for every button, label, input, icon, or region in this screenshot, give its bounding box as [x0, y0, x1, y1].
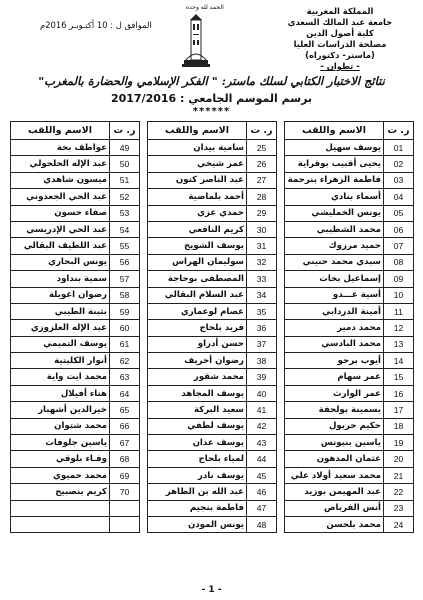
student-name: صفاء حسون [11, 205, 110, 221]
document-title: نتائج الاختبار الكتابي لسلك ماستر: " الفكر الإسلامي والحضارة بالمغرب" [38, 74, 385, 88]
student-name: يوسف لطفي [148, 418, 247, 434]
table-header-row [148, 122, 277, 140]
table-row [11, 238, 140, 254]
student-name: سيدي محمد حنيني [285, 254, 384, 270]
student-name: سوليمان الهراس [148, 254, 247, 270]
student-name: محمد الشطيبي [285, 221, 384, 237]
program-line: (ماستر- دكتوراه) [305, 50, 375, 60]
row-number: 08 [384, 254, 414, 270]
table-row [285, 451, 414, 467]
student-name: حميد مرزوك [285, 238, 384, 254]
table-row [148, 467, 277, 483]
row-number: 05 [384, 205, 414, 221]
table-row [285, 140, 414, 156]
student-name: أمينة الدردابي [285, 303, 384, 319]
table-row [285, 303, 414, 319]
service-line: مصلحة الدراسات العليا [293, 39, 387, 49]
student-name: يحيى أقبيب بوقراية [285, 156, 384, 172]
table-row [11, 140, 140, 156]
row-number: 32 [247, 254, 277, 270]
student-name: كريم بنصبيح [11, 484, 110, 500]
row-number: 13 [384, 336, 414, 352]
student-name: سامية بيدان [148, 140, 247, 156]
student-name: عبد الحي الجعدوني [11, 189, 110, 205]
table-row [285, 385, 414, 401]
column-header-number: ر. ت [110, 122, 140, 140]
student-name: إسماعيل بخات [285, 271, 384, 287]
student-name: عثمان المدهون [285, 451, 384, 467]
kingdom-line: المملكة المغربية [306, 6, 374, 16]
row-number: 52 [110, 189, 140, 205]
student-name: حمدي عزي [148, 205, 247, 221]
row-number: 65 [110, 402, 140, 418]
table-header-row [11, 122, 140, 140]
row-number: 58 [110, 287, 140, 303]
row-number: 67 [110, 435, 140, 451]
table-row [148, 500, 277, 516]
row-number [110, 516, 140, 532]
column-header-number: ر. ت [247, 122, 277, 140]
table-row [148, 336, 277, 352]
row-number: 24 [384, 516, 414, 532]
row-number: 49 [110, 140, 140, 156]
student-name: محمد بلحسن [285, 516, 384, 532]
table-row [11, 418, 140, 434]
table-row [148, 205, 277, 221]
student-name: فاطمة بنجيم [148, 500, 247, 516]
row-number: 59 [110, 303, 140, 319]
student-name: أحمد بلماضية [148, 189, 247, 205]
row-number: 01 [384, 140, 414, 156]
table-row [148, 484, 277, 500]
row-number: 62 [110, 353, 140, 369]
row-number: 30 [247, 221, 277, 237]
table-row [285, 353, 414, 369]
row-number: 03 [384, 172, 414, 188]
row-number: 61 [110, 336, 140, 352]
row-number: 42 [247, 418, 277, 434]
student-name: يسمينة بولحفة [285, 402, 384, 418]
table-row [11, 156, 140, 172]
table-row [285, 435, 414, 451]
student-name: أنس القرباص [285, 500, 384, 516]
student-name: فاطمة الزهراء بنرحمة [285, 172, 384, 188]
student-name: محمد شقور [148, 369, 247, 385]
university-line: جامعة عبد المالك السعدي [287, 17, 393, 27]
table-row [285, 336, 414, 352]
table-row [11, 271, 140, 287]
table-row [11, 254, 140, 270]
student-name: ميسون شاهدي [11, 172, 110, 188]
row-number: 21 [384, 467, 414, 483]
student-name: محمد البادسي [285, 336, 384, 352]
table-row [285, 156, 414, 172]
student-name: يونس البحاري [11, 254, 110, 270]
academic-year: برسم الموسم الجامعي : 2017/2016 [110, 92, 313, 105]
table-row [148, 435, 277, 451]
row-number: 07 [384, 238, 414, 254]
stars-separator: ****** [192, 106, 231, 117]
row-number: 16 [384, 385, 414, 401]
student-name: حكيم حربول [285, 418, 384, 434]
table-row [11, 435, 140, 451]
table-row [148, 418, 277, 434]
table-row [285, 287, 414, 303]
table-row [11, 467, 140, 483]
table-row [11, 500, 140, 516]
faculty-line: كلية أصول الدين [306, 28, 374, 38]
row-number: 46 [247, 484, 277, 500]
table-row [148, 221, 277, 237]
row-number: 33 [247, 271, 277, 287]
results-table-1 [284, 121, 414, 533]
table-row [148, 140, 277, 156]
row-number: 23 [384, 500, 414, 516]
row-number: 10 [384, 287, 414, 303]
student-name: عمر سهام [285, 369, 384, 385]
row-number: 28 [247, 189, 277, 205]
row-number: 26 [247, 156, 277, 172]
student-name: يوسف المجاهد [148, 385, 247, 401]
table-row [11, 451, 140, 467]
table-row [285, 221, 414, 237]
student-name: عبد الناصر كنون [148, 172, 247, 188]
student-name: محمد دمير [285, 320, 384, 336]
table-row [148, 303, 277, 319]
row-number: 36 [247, 320, 277, 336]
student-name: لمياء بلحاج [148, 451, 247, 467]
table-row [148, 172, 277, 188]
row-number: 19 [384, 435, 414, 451]
row-number: 22 [384, 484, 414, 500]
student-name: عمر الوارث [285, 385, 384, 401]
page-number: - 1 - [201, 585, 222, 595]
row-number: 48 [247, 516, 277, 532]
student-name: عبد المهيمن بوزيد [285, 484, 384, 500]
row-number: 70 [110, 484, 140, 500]
university-logo-icon [182, 14, 210, 68]
row-number: 54 [110, 221, 140, 237]
row-number: 12 [384, 320, 414, 336]
row-number: 51 [110, 172, 140, 188]
student-name: يوسف سهيل [285, 140, 384, 156]
student-name: عواطف بخة [11, 140, 110, 156]
column-header-name: الاسم واللقب [285, 122, 384, 140]
row-number: 38 [247, 353, 277, 369]
student-name: فريد بلحاج [148, 320, 247, 336]
student-name: أيوب برحو [285, 353, 384, 369]
student-name: أنوار الكليتية [11, 353, 110, 369]
row-number: 34 [247, 287, 277, 303]
student-name: ياسين جلوفات [11, 435, 110, 451]
table-row [11, 484, 140, 500]
table-row [11, 320, 140, 336]
row-number: 53 [110, 205, 140, 221]
table-row [148, 402, 277, 418]
row-number: 55 [110, 238, 140, 254]
row-number: 02 [384, 156, 414, 172]
document-date: الموافق ل : 10 أكتـوبـر 2016م [40, 20, 152, 30]
table-row [11, 172, 140, 188]
table-row [148, 271, 277, 287]
row-number: 64 [110, 385, 140, 401]
row-number: 57 [110, 271, 140, 287]
student-name: كريم الناقعي [148, 221, 247, 237]
table-row [148, 254, 277, 270]
student-name: ياسين بنيونس [285, 435, 384, 451]
table-row [285, 467, 414, 483]
student-name: يوسف التميمي [11, 336, 110, 352]
table-row [11, 205, 140, 221]
student-name [11, 516, 110, 532]
row-number: 14 [384, 353, 414, 369]
table-header-row [285, 122, 414, 140]
table-row [285, 418, 414, 434]
student-name: عبد الإله العلزوزي [11, 320, 110, 336]
table-row [285, 189, 414, 205]
student-name: المصطفى بوحاجة [148, 271, 247, 287]
row-number: 27 [247, 172, 277, 188]
student-name: سمية بنداود [11, 271, 110, 287]
row-number: 29 [247, 205, 277, 221]
student-name: عبد الحي الإدريسي [11, 221, 110, 237]
row-number: 18 [384, 418, 414, 434]
results-table-3 [10, 121, 140, 533]
table-row [148, 238, 277, 254]
table-row [11, 402, 140, 418]
table-row [285, 369, 414, 385]
row-number: 06 [384, 221, 414, 237]
table-row [148, 320, 277, 336]
student-name: محمد حميوي [11, 467, 110, 483]
row-number: 66 [110, 418, 140, 434]
table-row [285, 516, 414, 532]
row-number: 50 [110, 156, 140, 172]
institution-header [275, 6, 405, 72]
row-number: 56 [110, 254, 140, 270]
student-name: يونس المودن [148, 516, 247, 532]
table-row [148, 369, 277, 385]
student-name: أسماء بنادي [285, 189, 384, 205]
row-number: 45 [247, 467, 277, 483]
student-name: يوسف نادر [148, 467, 247, 483]
row-number: 31 [247, 238, 277, 254]
table-row [285, 238, 414, 254]
row-number: 37 [247, 336, 277, 352]
table-row [148, 189, 277, 205]
student-name: عمر شيخي [148, 156, 247, 172]
row-number: 39 [247, 369, 277, 385]
row-number: 15 [384, 369, 414, 385]
row-number [110, 500, 140, 516]
table-row [285, 254, 414, 270]
student-name: عبد السلام البقالي [148, 287, 247, 303]
row-number: 60 [110, 320, 140, 336]
student-name: أسية عـــدو [285, 287, 384, 303]
results-table-2 [147, 121, 277, 533]
table-row [148, 287, 277, 303]
row-number: 69 [110, 467, 140, 483]
column-header-number: ر. ت [384, 122, 414, 140]
table-row [11, 516, 140, 532]
table-row [11, 385, 140, 401]
table-row [11, 336, 140, 352]
student-name: رضوان اغويلة [11, 287, 110, 303]
student-name: محمد سعيد أولاد علي [285, 467, 384, 483]
table-row [285, 320, 414, 336]
student-name: عبد الله بن الطاهر [148, 484, 247, 500]
table-row [11, 221, 140, 237]
student-name: عبد الإله الحلحولي [11, 156, 110, 172]
table-row [148, 156, 277, 172]
row-number: 47 [247, 500, 277, 516]
row-number: 44 [247, 451, 277, 467]
table-row [148, 451, 277, 467]
student-name: عصام لوعماري [148, 303, 247, 319]
student-name: وفـاء بلوقي [11, 451, 110, 467]
student-name: محمد ايت واية [11, 369, 110, 385]
row-number: 68 [110, 451, 140, 467]
table-row [11, 287, 140, 303]
table-row [11, 189, 140, 205]
table-row [285, 500, 414, 516]
student-name: يوسف عدان [148, 435, 247, 451]
table-row [285, 172, 414, 188]
table-row [11, 369, 140, 385]
table-row [285, 484, 414, 500]
table-row [285, 271, 414, 287]
row-number: 41 [247, 402, 277, 418]
row-number: 40 [247, 385, 277, 401]
row-number: 63 [110, 369, 140, 385]
row-number: 35 [247, 303, 277, 319]
table-row [11, 353, 140, 369]
row-number: 09 [384, 271, 414, 287]
row-number: 17 [384, 402, 414, 418]
table-row [285, 205, 414, 221]
row-number: 43 [247, 435, 277, 451]
column-header-name: الاسم واللقب [11, 122, 110, 140]
table-row [148, 385, 277, 401]
table-row [285, 402, 414, 418]
column-header-name: الاسم واللقب [148, 122, 247, 140]
student-name: سعيد البركة [148, 402, 247, 418]
student-name: عبد اللطيف البقالي [11, 238, 110, 254]
student-name: رضوان أخريف [148, 353, 247, 369]
city-line: - تطوان - [320, 61, 360, 71]
table-row [11, 303, 140, 319]
student-name [11, 500, 110, 516]
row-number: 25 [247, 140, 277, 156]
student-name: خيرالدين أشهبار [11, 402, 110, 418]
row-number: 04 [384, 189, 414, 205]
student-name: يونس الخمليشي [285, 205, 384, 221]
student-name: هناء أفيلال [11, 385, 110, 401]
table-row [148, 516, 277, 532]
table-row [148, 353, 277, 369]
student-name: حسن أدراو [148, 336, 247, 352]
row-number: 11 [384, 303, 414, 319]
basmala: الحمد لله وحده [186, 4, 224, 11]
student-name: بثينة الطيبي [11, 303, 110, 319]
row-number: 20 [384, 451, 414, 467]
student-name: يوسف الشويخ [148, 238, 247, 254]
student-name: محمد شتوان [11, 418, 110, 434]
